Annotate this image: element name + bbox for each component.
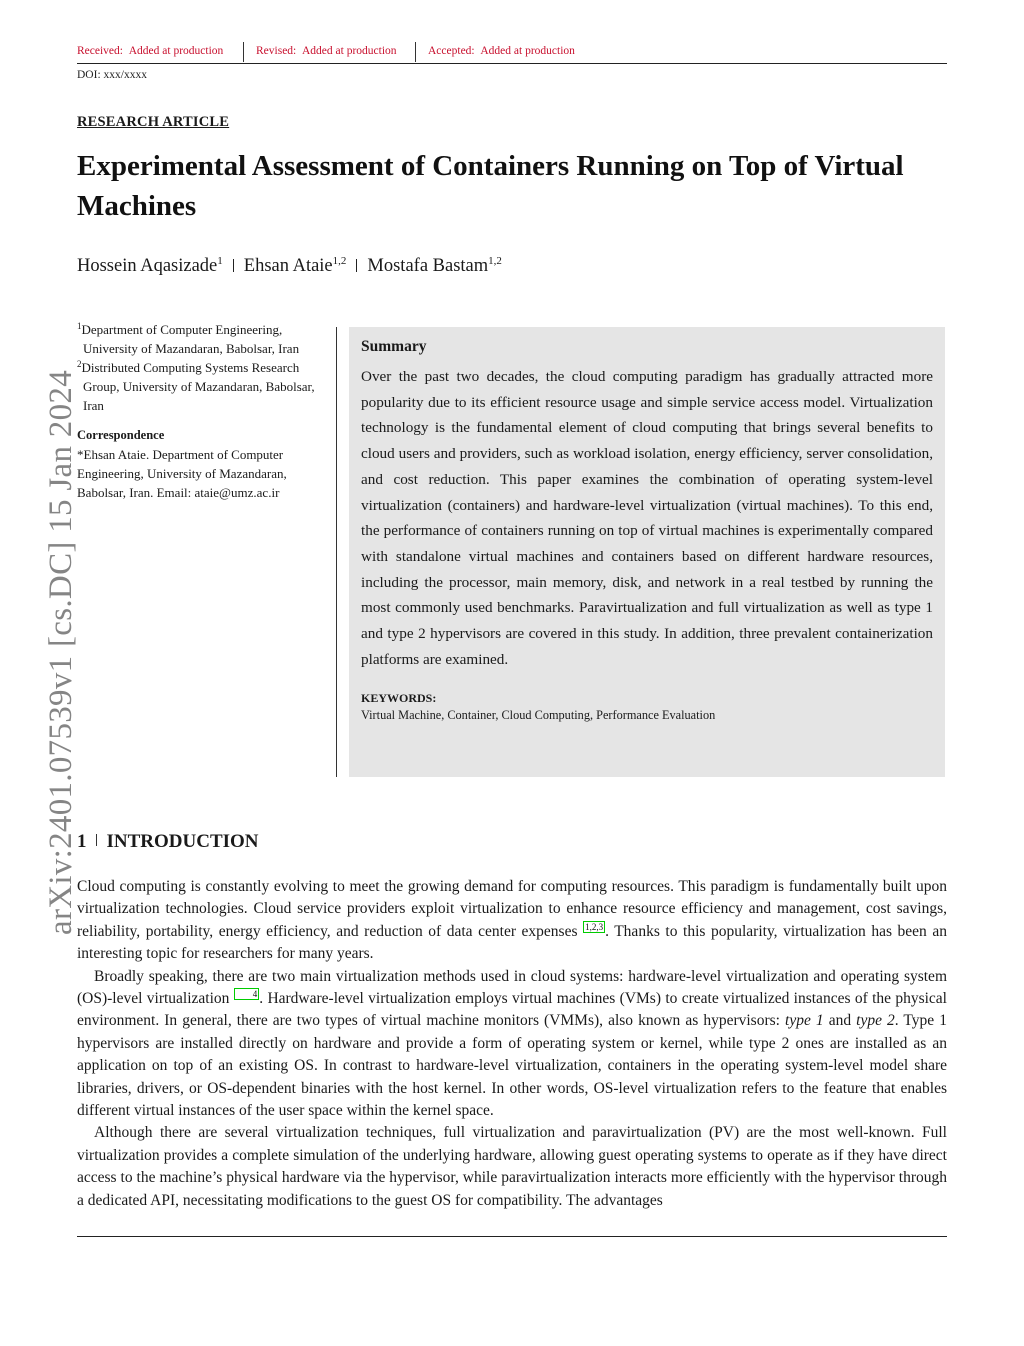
doi: DOI: xxx/xxxx [77, 69, 147, 81]
citation-link[interactable]: 4 [234, 988, 260, 1000]
citation-link[interactable]: 1,2,3 [585, 921, 604, 932]
paragraph: Although there are several virtualization techniques, full virtualization and paravirtualization (PV) are the most well-known. Full virtualization provides a complete simulation of the underlying hardware, allowing guest operating systems to operate as if they have direct access to the machine’s physical hardware via the hypervisor, while paravirtualization interacts more efficiently with the hypervisor through a dedicated API, necessitating modifications to the guest OS for compatibility. The advantages [77, 1124, 947, 1209]
introduction-body [77, 876, 947, 1212]
section-divider [96, 834, 97, 846]
author-name: Hossein Aqasizade$^1$ [77, 255, 223, 276]
section-heading: 1 INTRODUCTION [77, 831, 259, 852]
author-name: Mostafa Bastam$^{1,2}$ [367, 255, 502, 276]
paper-title: Experimental Assessment of Containers Running on Top of Virtual Machines [77, 150, 904, 222]
affiliations-column [77, 320, 327, 502]
article-type: RESEARCH ARTICLE [77, 114, 230, 130]
publication-dates [77, 42, 947, 64]
author-divider [356, 259, 357, 272]
header-divider [243, 42, 244, 62]
header-divider [415, 42, 416, 62]
keywords: Virtual Machine, Container, Cloud Computing, Performance Evaluation [361, 708, 716, 723]
summary-text: Over the past two decades, the cloud computing paradigm has gradually attracted more popularity due to its efficient resource usage and simple service access model. Virtualization technology is the fundamental element of cloud computing that brings several benefits to cloud users and providers, such as workload isolation, energy efficiency, server consolidation, and cost reduction. This paper examines the combination of operating system-level virtualization (containers) and hardware-level virtualization (virtual machines). To this end, the performance of containers running on top of virtual machines is experimentally compared with standalone virtual machines and containers based on different hardware resources, including the processor, main memory, disk, and network in a real testbed by running the most commonly used benchmarks. Paravirtualization and full virtualization as well as type 1 and type 2 hypervisors are covered in this study. In addition, three prevalent containerization platforms are examined. [361, 368, 933, 668]
received-date: Received: Added at production [77, 45, 224, 57]
summary-box [349, 327, 945, 777]
paragraph: Broadly speaking, there are two main virtualization methods used in cloud systems: hardware-level virtualization and operating system (OS)-level virtualization 4 . Hardware-level virtualization employs virtual machines (VMs) to create virtualized instances of the physical environment. In general, there are two types of virtual machine monitors (VMMs), also known as hypervisors: type 1 and type 2. Type 1 hypervisors are installed directly on hardware and provide a form of operating system or kernel, while type 2 ones are installed as an application on top of an existing OS. In contrast to hardware-level virtualization, containers in the operating system-level model share libraries, drivers, or OS-dependent binaries with the host kernel. In other words, OS-level virtualization refers to the feature that enables different virtual instances of the user space within the kernel space. [77, 967, 947, 1120]
arxiv-identifier: arXiv:2401.07539v1 [cs.DC] 15 Jan 2024 [43, 369, 79, 935]
footer-rule [77, 1236, 947, 1237]
author-divider [233, 259, 234, 272]
affiliation: $^1$Department of Computer Engineering, University of Mazandaran, Babolsar, Iran [77, 321, 300, 356]
accepted-date: Accepted: Added at production [428, 45, 575, 57]
correspondence-text: *Ehsan Ataie. Department of Computer Engineering, University of Mazandaran, Babolsar, Iran. Email: ataie@umz.ac.ir [77, 447, 287, 500]
paragraph: Cloud computing is constantly evolving to meet the growing demand for computing resources. This paradigm is fundamentally built upon virtualization technologies. Cloud service providers exploit virtualization to enhance resource efficiency and management, cost savings, reliability, portability, energy efficiency, and reduction of data center expenses 1,2,3 . Thanks to this popularity, virtualization has been an interesting topic for researchers for many years. [77, 878, 947, 963]
correspondence-heading: Correspondence [77, 428, 165, 442]
revised-date: Revised: Added at production [256, 45, 397, 57]
author-name: Ehsan Ataie$^{1,2}$ [243, 255, 347, 276]
header-rule [77, 63, 947, 64]
author-list [77, 256, 502, 277]
keywords-heading: KEYWORDS: [361, 691, 437, 706]
affiliation: $^2$Distributed Computing Systems Research Group, University of Mazandaran, Babolsar, Iran [77, 359, 315, 413]
summary-heading: Summary [361, 338, 427, 355]
column-divider [336, 327, 337, 777]
